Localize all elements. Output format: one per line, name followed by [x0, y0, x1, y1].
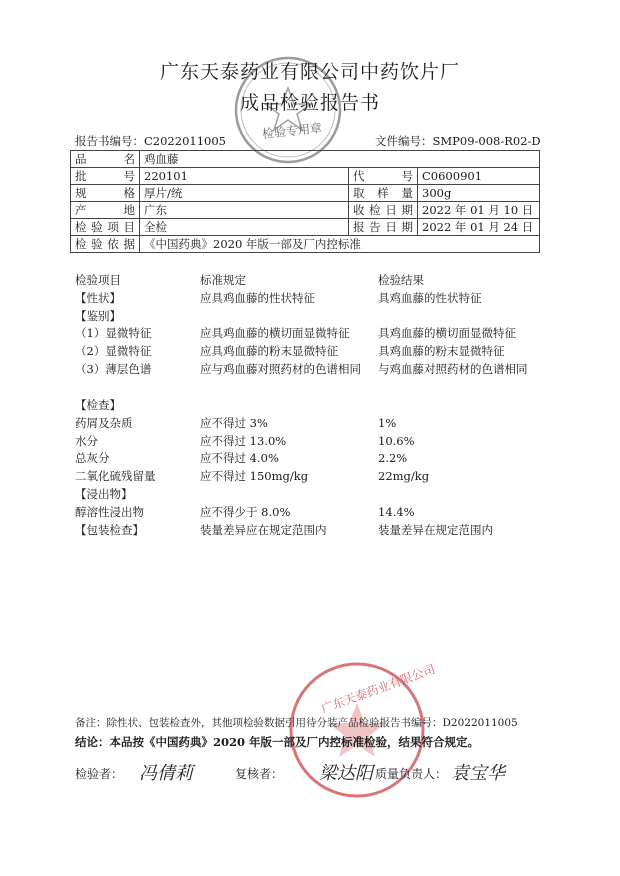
result-value: 10.6%	[378, 433, 415, 448]
result-row	[75, 308, 545, 326]
product-label: 品 名	[71, 151, 140, 168]
info-row	[71, 236, 540, 253]
file-number	[375, 133, 541, 149]
result-item: 总灰分	[75, 451, 110, 466]
origin-value: 广东	[140, 202, 349, 219]
code-value: C0600901	[418, 168, 540, 185]
item-value: 全检	[140, 219, 349, 236]
result-row	[75, 450, 545, 468]
result-item: （3）薄层色谱	[75, 361, 152, 376]
inspector-signature	[75, 763, 193, 784]
result-value: 装量差异在规定范围内	[378, 522, 493, 537]
result-row	[75, 397, 545, 415]
result-row	[75, 361, 545, 397]
file-number-value: SMP09-008-R02-D	[432, 134, 541, 148]
result-value: 22mg/kg	[378, 469, 430, 484]
item-label: 检验项目	[71, 219, 140, 236]
result-row	[75, 433, 545, 451]
result-value: 14.4%	[378, 504, 415, 519]
basis-value: 《中国药典》2020 年版一部及厂内控标准	[140, 236, 540, 253]
product-value: 鸡血藤	[140, 151, 540, 168]
info-row	[71, 168, 540, 185]
result-item: 【性状】	[75, 290, 121, 305]
result-row	[75, 486, 545, 504]
result-standard: 应具鸡血藤的粉末显微特征	[200, 344, 338, 359]
result-row	[75, 343, 545, 361]
company-title: 广东天泰药业有限公司中药饮片厂	[159, 61, 460, 83]
results-list	[75, 272, 545, 539]
result-item: （2）显微特征	[75, 344, 152, 359]
report-number-label: 报告书编号：	[75, 134, 144, 148]
origin-label: 产 地	[71, 202, 140, 219]
report-number	[75, 133, 226, 149]
result-item: 【包装检查】	[75, 522, 144, 537]
batch-value: 220101	[140, 168, 349, 185]
inspector-label: 检验者：	[75, 767, 124, 781]
batch-label: 批 号	[71, 168, 140, 185]
result-value: 具鸡血藤的粉末显微特征	[378, 344, 505, 359]
info-row	[71, 219, 540, 236]
qa-name: 袁宝华	[451, 763, 505, 784]
spec-label: 规 格	[71, 185, 140, 202]
result-standard: 应不得过 3%	[200, 415, 268, 430]
result-item: 【鉴别】	[75, 308, 121, 323]
sample-label: 取 样 量	[349, 185, 418, 202]
info-row	[71, 185, 540, 202]
result-standard: 应具鸡血藤的性状特征	[200, 290, 315, 305]
result-standard: 应不得少于 8.0%	[200, 504, 291, 519]
qa-signature	[375, 763, 505, 784]
result-row	[75, 415, 545, 433]
received-label: 收检日期	[349, 202, 418, 219]
spec-value: 厚片/统	[140, 185, 349, 202]
result-item: 水分	[75, 433, 98, 448]
result-row	[75, 522, 545, 540]
result-value: 2.2%	[378, 451, 408, 466]
result-row	[75, 325, 545, 343]
result-item: 药屑及杂质	[75, 415, 133, 430]
result-standard: 应具鸡血藤的横切面显微特征	[200, 326, 350, 341]
reviewer-name: 梁达阳	[319, 763, 373, 784]
result-standard: 应不得过 150mg/kg	[200, 469, 309, 484]
reviewer-label: 复核者：	[235, 767, 284, 781]
result-item: 【浸出物】	[75, 486, 133, 501]
result-value: 1%	[378, 415, 397, 430]
result-standard: 应不得过 4.0%	[200, 451, 279, 466]
info-row	[71, 202, 540, 219]
result-value: 具鸡血藤的性状特征	[378, 290, 482, 305]
result-item: 二氧化硫残留量	[75, 469, 156, 484]
conclusion: 结论：本品按《中国药典》2020 年版一部及厂内控标准检验，结果符合规定。	[75, 735, 480, 749]
document-title: 成品检验报告书	[239, 92, 380, 114]
result-item: 醇溶性浸出物	[75, 504, 144, 519]
result-standard: 标准规定	[200, 273, 246, 287]
code-label: 代 号	[349, 168, 418, 185]
sample-value: 300g	[418, 185, 540, 202]
result-item: 【检查】	[75, 397, 121, 412]
company-stamp-label: 广东天泰药业有限公司	[319, 661, 437, 717]
result-standard: 应不得过 13.0%	[200, 433, 287, 448]
file-number-label: 文件编号：	[375, 134, 433, 148]
result-standard: 应与鸡血藤对照药材的色谱相同	[200, 361, 361, 376]
qa-label: 质量负责人：	[375, 767, 448, 781]
result-item: 检验项目	[75, 273, 121, 287]
report-number-value: C2022011005	[144, 134, 226, 148]
result-row	[75, 290, 545, 308]
received-value: 2022 年 01 月 10 日	[418, 202, 540, 219]
result-standard: 装量差异应在规定范围内	[200, 522, 327, 537]
basis-label: 检验依据	[71, 236, 140, 253]
result-value: 与鸡血藤对照药材的色谱相同	[378, 361, 528, 376]
result-row	[75, 272, 545, 290]
report-date-label: 报告日期	[349, 219, 418, 236]
inspector-name: 冯倩莉	[139, 763, 193, 784]
result-value: 具鸡血藤的横切面显微特征	[378, 326, 516, 341]
result-row	[75, 468, 545, 486]
result-item: （1）显微特征	[75, 326, 152, 341]
result-value: 检验结果	[378, 273, 424, 287]
result-row	[75, 504, 545, 522]
report-date-value: 2022 年 01 月 24 日	[418, 219, 540, 236]
info-row	[71, 151, 540, 168]
info-table	[70, 150, 540, 253]
note: 备注：除性状、包装检查外，其他项检验数据引用待分装产品检验报告书编号：D2022011005	[75, 717, 518, 729]
qc-stamp-label: 检验专用章	[261, 120, 323, 142]
reviewer-signature	[235, 763, 373, 784]
